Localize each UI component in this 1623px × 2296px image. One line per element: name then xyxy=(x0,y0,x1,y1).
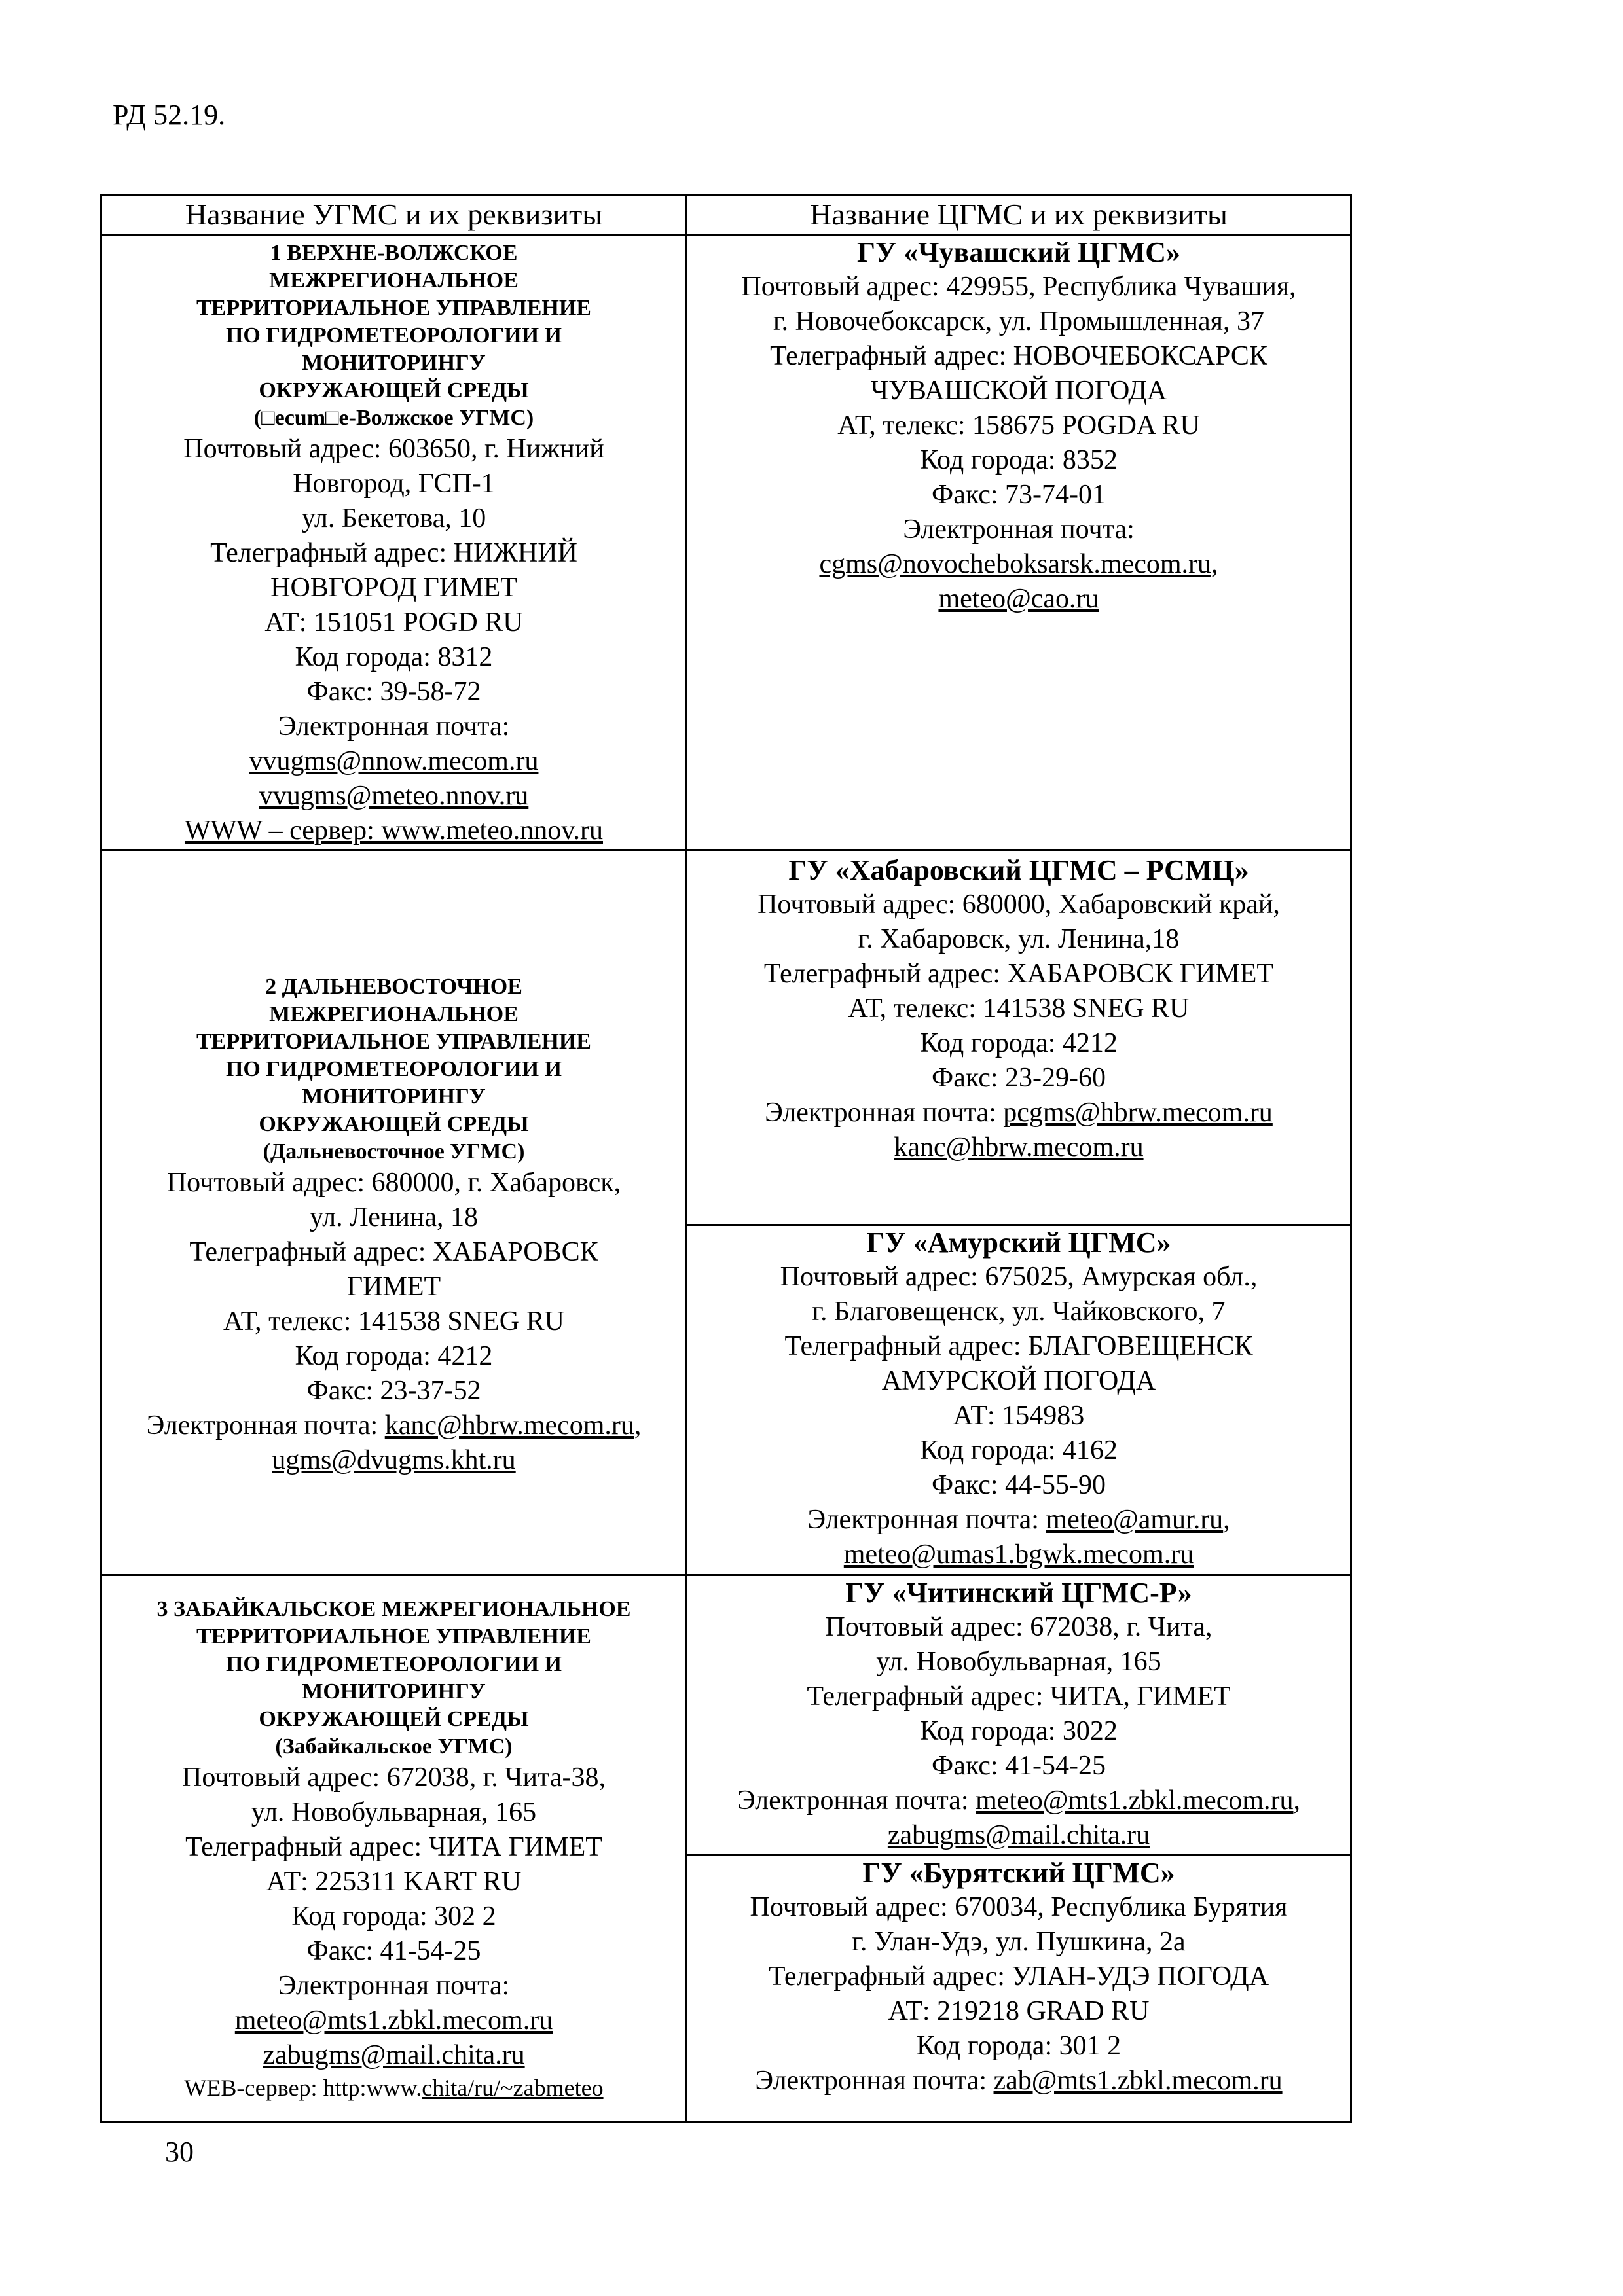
telegraph-address: Телеграфный адрес: НИЖНИЙ xyxy=(210,538,577,568)
email-label: Электронная почта: xyxy=(278,711,510,742)
ugms-title: 1 ВЕРХНЕ-ВОЛЖСКОЕ МЕЖРЕГИОНАЛЬНОЕ ТЕРРИТОРИАЛЬНОЕ УПРАВЛЕНИЕ ПО ГИДРОМЕТЕОРОЛОГИИ И МОНИТОРИНГУ ОКРУЖАЮЩЕЙ СРЕДЫ (□ecum□e-Волжское УГМС) xyxy=(196,241,591,430)
email-link[interactable]: zabugms@mail.chita.ru xyxy=(887,1820,1150,1850)
telex: АТ, телекс: 141538 SNEG RU xyxy=(848,994,1190,1024)
postal-address: Почтовый адрес: 680000, Хабаровский край, xyxy=(757,889,1280,920)
street-address: ул. Новобульварная, 165 xyxy=(251,1797,537,1827)
city-code: Код города: 4212 xyxy=(920,1028,1118,1058)
table-row xyxy=(101,850,1351,1225)
postal-address: Почтовый адрес: 672038, г. Чита, xyxy=(825,1612,1213,1642)
fax: Факс: 73-74-01 xyxy=(932,480,1106,510)
telegraph-address: Телеграфный адрес: БЛАГОВЕЩЕНСК xyxy=(784,1331,1253,1361)
email-link[interactable]: kanc@hbrw.mecom.ru xyxy=(894,1132,1144,1162)
email-link[interactable]: meteo@mts1.zbkl.mecom.ru xyxy=(234,2005,553,2036)
ugms-cell-upper-volga xyxy=(101,235,687,850)
city-code: Код города: 8352 xyxy=(920,445,1118,475)
telegraph-address: Телеграфный адрес: ХАБАРОВСК ГИМЕТ xyxy=(763,959,1274,989)
email-link[interactable]: vvugms@nnow.mecom.ru xyxy=(249,746,539,776)
email-label: Электронная почта: xyxy=(146,1410,385,1441)
telex: АТ, телекс: 141538 SNEG RU xyxy=(223,1306,564,1336)
postal-address-cont: Новгород, ГСП-1 xyxy=(293,469,495,499)
cgms-cell-chuvash: ГУ «Чувашский ЦГМС» Почтовый адрес: 429955, Республика Чувашия, г. Новочебоксарск, ул. Промышленная, 37 Телеграфный адрес: НОВОЧЕБОКСАРСК ЧУВАШСКОЙ ПОГОДА АТ, телекс: 158675 POGDA RU Код города: 8352 Факс: 73-74-01 Электронная почта: cgms@novocheboksarsk.mecom.ru, meteo@cao.ru xyxy=(687,235,1351,850)
telegraph-address-cont: ЧУВАШСКОЙ ПОГОДА xyxy=(870,376,1167,406)
table-header-row xyxy=(101,195,1351,235)
telegraph-address: Телеграфный адрес: ХАБАРОВСК xyxy=(189,1237,598,1267)
cgms-title: ГУ «Амурский ЦГМС» xyxy=(866,1227,1171,1259)
telex: АТ: 154983 xyxy=(953,1401,1085,1431)
email-label: Электронная почта: xyxy=(765,1098,1004,1128)
email-label: Электронная почта: xyxy=(755,2066,994,2096)
postal-address: Почтовый адрес: 670034, Республика Бурятия xyxy=(750,1892,1288,1922)
ugms-cell-zabaikal xyxy=(101,1575,687,2122)
fax: Факс: 23-29-60 xyxy=(932,1063,1106,1093)
postal-address-cont: г. Новочебоксарск, ул. Промышленная, 37 xyxy=(773,306,1264,336)
telegraph-address-cont: АМУРСКОЙ ПОГОДА xyxy=(881,1366,1156,1396)
city-code: Код города: 4162 xyxy=(920,1435,1118,1465)
postal-address-cont: г. Хабаровск, ул. Ленина,18 xyxy=(858,924,1180,954)
cgms-cell-chita: ГУ «Читинский ЦГМС-Р» Почтовый адрес: 672038, г. Чита, ул. Новобульварная, 165 Телеграфный адрес: ЧИТА, ГИМЕТ Код города: 3022 Факс: 41-54-25 Электронная почта: meteo@mts1.zbkl.mecom.ru, zabugms@mail.chita.ru xyxy=(687,1575,1351,1856)
email-label: Электронная почта: xyxy=(807,1505,1046,1535)
telegraph-address: Телеграфный адрес: ЧИТА, ГИМЕТ xyxy=(807,1681,1231,1712)
web-server-link[interactable]: WWW – сервер: www.meteo.nnov.ru xyxy=(184,816,603,846)
table-row xyxy=(101,1575,1351,1856)
web-server-link[interactable]: chita/ru/~zabmeteo xyxy=(422,2075,604,2101)
email-link[interactable]: meteo@cao.ru xyxy=(938,584,1099,614)
cgms-title: ГУ «Чувашский ЦГМС» xyxy=(856,236,1180,268)
city-code: Код города: 3022 xyxy=(920,1716,1118,1746)
ugms-title: 2 ДАЛЬНЕВОСТОЧНОЕ МЕЖРЕГИОНАЛЬНОЕ ТЕРРИТОРИАЛЬНОЕ УПРАВЛЕНИЕ ПО ГИДРОМЕТЕОРОЛОГИИ И МОНИТОРИНГУ ОКРУЖАЮЩЕЙ СРЕДЫ (Дальневосточное УГМС) xyxy=(196,975,591,1164)
telegraph-address-cont: НОВГОРОД ГИМЕТ xyxy=(270,573,517,603)
postal-address: Почтовый адрес: 672038, г. Чита-38, xyxy=(182,1763,606,1793)
email-link[interactable]: zab@mts1.zbkl.mecom.ru xyxy=(993,2066,1283,2096)
email-link[interactable]: kanc@hbrw.mecom.ru xyxy=(384,1410,634,1441)
street-address: г. Улан-Удэ, ул. Пушкина, 2а xyxy=(852,1927,1186,1957)
cgms-cell-khabarovsk xyxy=(687,850,1351,1225)
postal-address: Почтовый адрес: 680000, г. Хабаровск, xyxy=(166,1168,621,1198)
email-link[interactable]: cgms@novocheboksarsk.mecom.ru xyxy=(819,549,1212,579)
email-label: Электронная почта: xyxy=(737,1785,976,1816)
table-row xyxy=(101,235,1351,850)
email-link[interactable]: pcgms@hbrw.mecom.ru xyxy=(1003,1098,1273,1128)
email-link[interactable]: zabugms@mail.chita.ru xyxy=(263,2040,525,2070)
email-label: Электронная почта: xyxy=(278,1971,510,2001)
telegraph-address: Телеграфный адрес: ЧИТА ГИМЕТ xyxy=(185,1832,602,1862)
email-link[interactable]: meteo@amur.ru xyxy=(1046,1505,1224,1535)
postal-address-cont: г. Благовещенск, ул. Чайковского, 7 xyxy=(812,1297,1226,1327)
telegraph-address: Телеграфный адрес: УЛАН-УДЭ ПОГОДА xyxy=(768,1962,1269,1992)
email-link[interactable]: meteo@mts1.zbkl.mecom.ru xyxy=(976,1785,1294,1816)
city-code: Код города: 8312 xyxy=(295,642,493,672)
fax: Факс: 39-58-72 xyxy=(306,677,481,707)
page-number: 30 xyxy=(165,2136,194,2168)
document-id: РД 52.19. xyxy=(113,99,226,131)
email-link[interactable]: vvugms@meteo.nnov.ru xyxy=(259,781,529,811)
ugms-title: 3 ЗАБАЙКАЛЬСКОЕ МЕЖРЕГИОНАЛЬНОЕ ТЕРРИТОРИАЛЬНОЕ УПРАВЛЕНИЕ ПО ГИДРОМЕТЕОРОЛОГИИ И МОНИТОРИНГУ ОКРУЖАЮЩЕЙ СРЕДЫ (Забайкальское УГМС) xyxy=(156,1597,631,1759)
email-link[interactable]: ugms@dvugms.kht.ru xyxy=(272,1445,516,1475)
street-address: ул. Бекетова, 10 xyxy=(301,503,486,533)
cgms-title: ГУ «Бурятский ЦГМС» xyxy=(862,1857,1175,1889)
cgms-title: ГУ «Читинский ЦГМС-Р» xyxy=(845,1577,1192,1609)
city-code: Код города: 302 2 xyxy=(291,1901,496,1931)
email-label: Электронная почта: xyxy=(903,514,1135,545)
col-header-cgms: Название ЦГМС и их реквизиты xyxy=(687,195,1351,235)
fax: Факс: 23-37-52 xyxy=(306,1376,481,1406)
street-address: ул. Новобульварная, 165 xyxy=(876,1647,1161,1677)
postal-address: Почтовый адрес: 603650, г. Нижний xyxy=(183,434,604,464)
telex: АТ: 225311 KART RU xyxy=(266,1867,522,1897)
fax: Факс: 41-54-25 xyxy=(932,1751,1106,1781)
web-server-label: WEB-сервер: http:www. xyxy=(184,2075,422,2101)
col-header-ugms: Название УГМС и их реквизиты xyxy=(101,195,687,235)
postal-address: Почтовый адрес: 675025, Амурская обл., xyxy=(780,1262,1258,1292)
fax: Факс: 41-54-25 xyxy=(306,1936,481,1966)
cgms-cell-buryat xyxy=(687,1856,1351,2122)
postal-address: Почтовый адрес: 429955, Республика Чувашия, xyxy=(741,272,1296,302)
city-code: Код города: 301 2 xyxy=(916,2031,1122,2061)
telex: АТ, телекс: 158675 POGDA RU xyxy=(837,410,1200,440)
email-link[interactable]: meteo@umas1.bgwk.mecom.ru xyxy=(843,1539,1194,1570)
city-code: Код города: 4212 xyxy=(295,1341,493,1371)
telegraph-address: Телеграфный адрес: НОВОЧЕБОКСАРСК xyxy=(770,341,1267,371)
contacts-table xyxy=(100,194,1352,2123)
cgms-title: ГУ «Хабаровский ЦГМС – РСМЦ» xyxy=(788,854,1249,886)
telegraph-address-cont: ГИМЕТ xyxy=(346,1272,441,1302)
telex: АТ: 151051 POGD RU xyxy=(264,607,523,637)
ugms-cell-far-east: 2 ДАЛЬНЕВОСТОЧНОЕ МЕЖРЕГИОНАЛЬНОЕ ТЕРРИТОРИАЛЬНОЕ УПРАВЛЕНИЕ ПО ГИДРОМЕТЕОРОЛОГИИ И МОНИТОРИНГУ ОКРУЖАЮЩЕЙ СРЕДЫ (Дальневосточное УГМС) Почтовый адрес: 680000, г. Хабаровск, ул. Ленина, 18 Телеграфный адрес: ХАБАРОВСК ГИМЕТ АТ, телекс: 141538 SNEG RU Код города: 4212 Факс: 23-37-52 Электронная почта: kanc@hbrw.mecom.ru, ugms@dvugms.kht.ru xyxy=(101,850,687,1575)
cgms-cell-amur: ГУ «Амурский ЦГМС» Почтовый адрес: 675025, Амурская обл., г. Благовещенск, ул. Чайковского, 7 Телеграфный адрес: БЛАГОВЕЩЕНСК АМУРСКОЙ ПОГОДА АТ: 154983 Код города: 4162 Факс: 44-55-90 Электронная почта: meteo@amur.ru, meteo@umas1.bgwk.mecom.ru xyxy=(687,1225,1351,1575)
street-address: ул. Ленина, 18 xyxy=(309,1202,479,1232)
telex: АТ: 219218 GRAD RU xyxy=(888,1996,1150,2026)
fax: Факс: 44-55-90 xyxy=(932,1470,1106,1500)
